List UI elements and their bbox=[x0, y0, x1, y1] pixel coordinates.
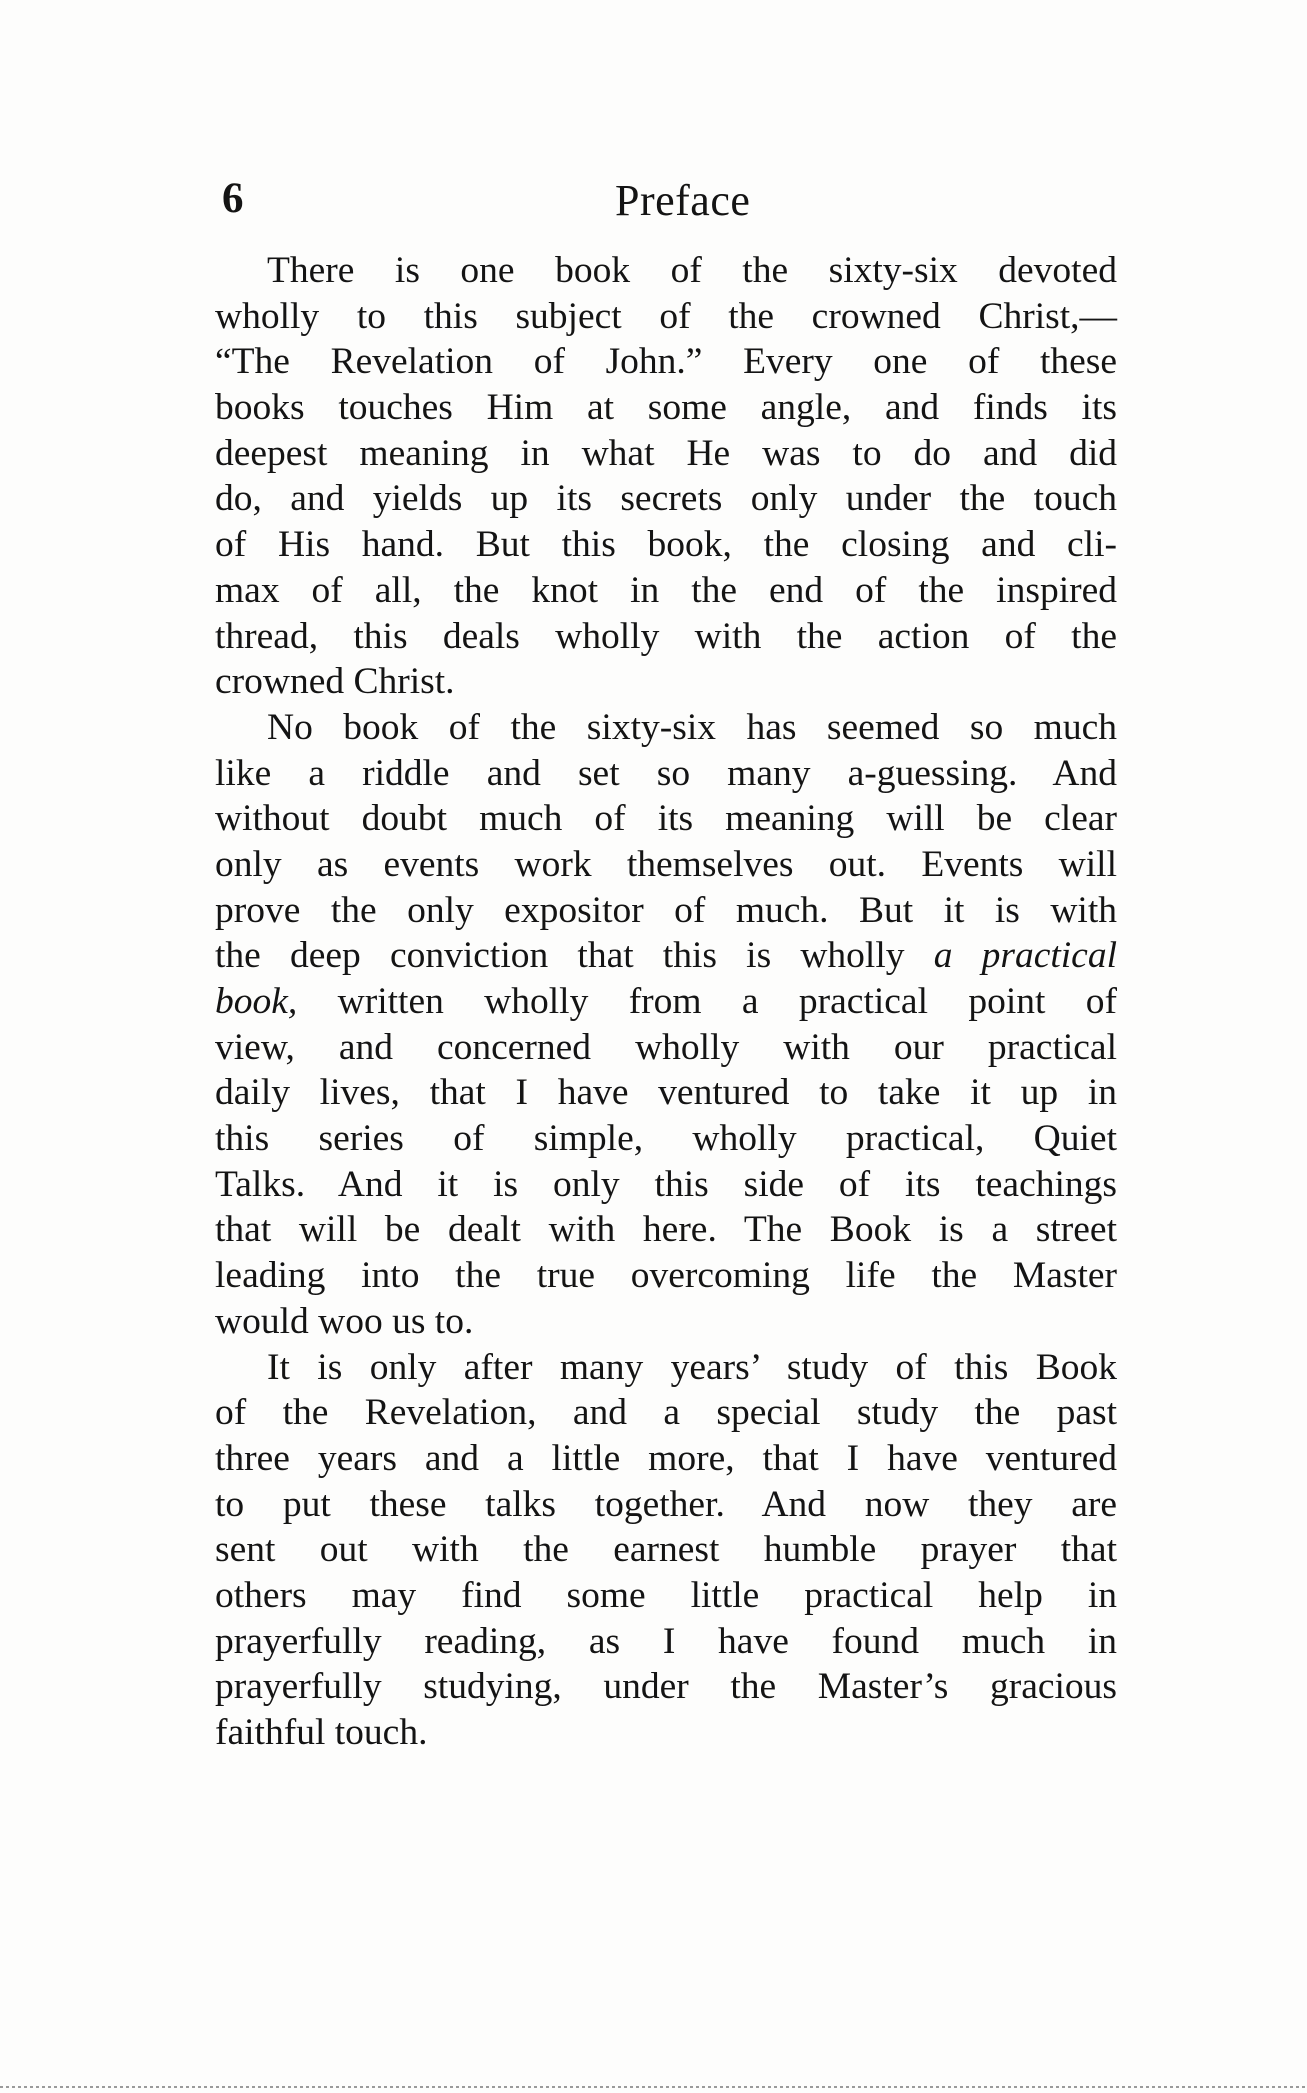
text-line: of the Revelation, and a special study the past bbox=[215, 1392, 1117, 1434]
text-line: prove the only expositor of much. But it is with bbox=[215, 889, 1117, 931]
page-number: 6 bbox=[222, 175, 244, 222]
text-line: others may find some little practical help in bbox=[215, 1574, 1117, 1616]
paragraph-3 bbox=[215, 1345, 1117, 1756]
text-line: thread, this deals wholly with the action of the bbox=[215, 615, 1117, 657]
text-line: “The Revelation of John.” Every one of these bbox=[215, 341, 1117, 383]
text-line-with-italic bbox=[215, 933, 1117, 979]
text-line: prayerfully reading, as I have found much in bbox=[215, 1620, 1117, 1662]
text-line: books touches Him at some angle, and finds its bbox=[215, 387, 1117, 429]
text-line: prayerfully studying, under the Master’s gracious bbox=[215, 1666, 1117, 1708]
text-line: max of all, the knot in the end of the inspired bbox=[215, 569, 1117, 611]
text-line: three years and a little more, that I have ventured bbox=[215, 1437, 1117, 1479]
running-head bbox=[222, 172, 1122, 232]
text-line: of His hand. But this book, the closing and cli- bbox=[215, 524, 1117, 566]
text-line: to put these talks together. And now they are bbox=[215, 1483, 1117, 1525]
paragraph-2 bbox=[215, 705, 1117, 1345]
text-line: sent out with the earnest humble prayer that bbox=[215, 1529, 1117, 1571]
text-line: crowned Christ. bbox=[215, 661, 455, 703]
body-text bbox=[215, 248, 1117, 1756]
text-line: without doubt much of its meaning will be clear bbox=[215, 798, 1117, 840]
text-line: wholly to this subject of the crowned Christ,— bbox=[215, 295, 1117, 337]
text-line: daily lives, that I have ventured to take it up in bbox=[215, 1072, 1117, 1114]
italic-phrase: book, bbox=[215, 981, 298, 1022]
text-line: like a riddle and set so many a-guessing. And bbox=[215, 752, 1117, 794]
scan-edge-divider bbox=[0, 2086, 1307, 2088]
running-title: Preface bbox=[615, 176, 751, 225]
italic-phrase: a practical bbox=[933, 935, 1117, 977]
text-line: No book of the sixty-six has seemed so much bbox=[267, 706, 1117, 748]
paragraph-1 bbox=[215, 248, 1117, 705]
text-line: do, and yields up its secrets only under the touch bbox=[215, 478, 1117, 520]
text-line: would woo us to. bbox=[215, 1300, 474, 1342]
line-text: written wholly from a practical point of bbox=[297, 981, 1117, 1022]
text-line: that will be dealt with here. The Book is a street bbox=[215, 1209, 1117, 1251]
text-line: faithful touch. bbox=[215, 1712, 428, 1753]
text-line: leading into the true overcoming life the Master bbox=[215, 1255, 1117, 1297]
text-line: Talks. And it is only this side of its teachings bbox=[215, 1163, 1117, 1205]
text-line: this series of simple, wholly practical, Quiet bbox=[215, 1118, 1117, 1160]
text-line-with-italic bbox=[215, 979, 1117, 1025]
text-line: There is one book of the sixty-six devoted bbox=[267, 250, 1117, 291]
text-line: deepest meaning in what He was to do and did bbox=[215, 432, 1117, 474]
text-line: view, and concerned wholly with our practical bbox=[215, 1026, 1117, 1068]
line-text: the deep conviction that this is wholly bbox=[215, 935, 934, 977]
text-line: only as events work themselves out. Events will bbox=[215, 843, 1117, 885]
text-line: It is only after many years’ study of this Book bbox=[267, 1346, 1117, 1388]
